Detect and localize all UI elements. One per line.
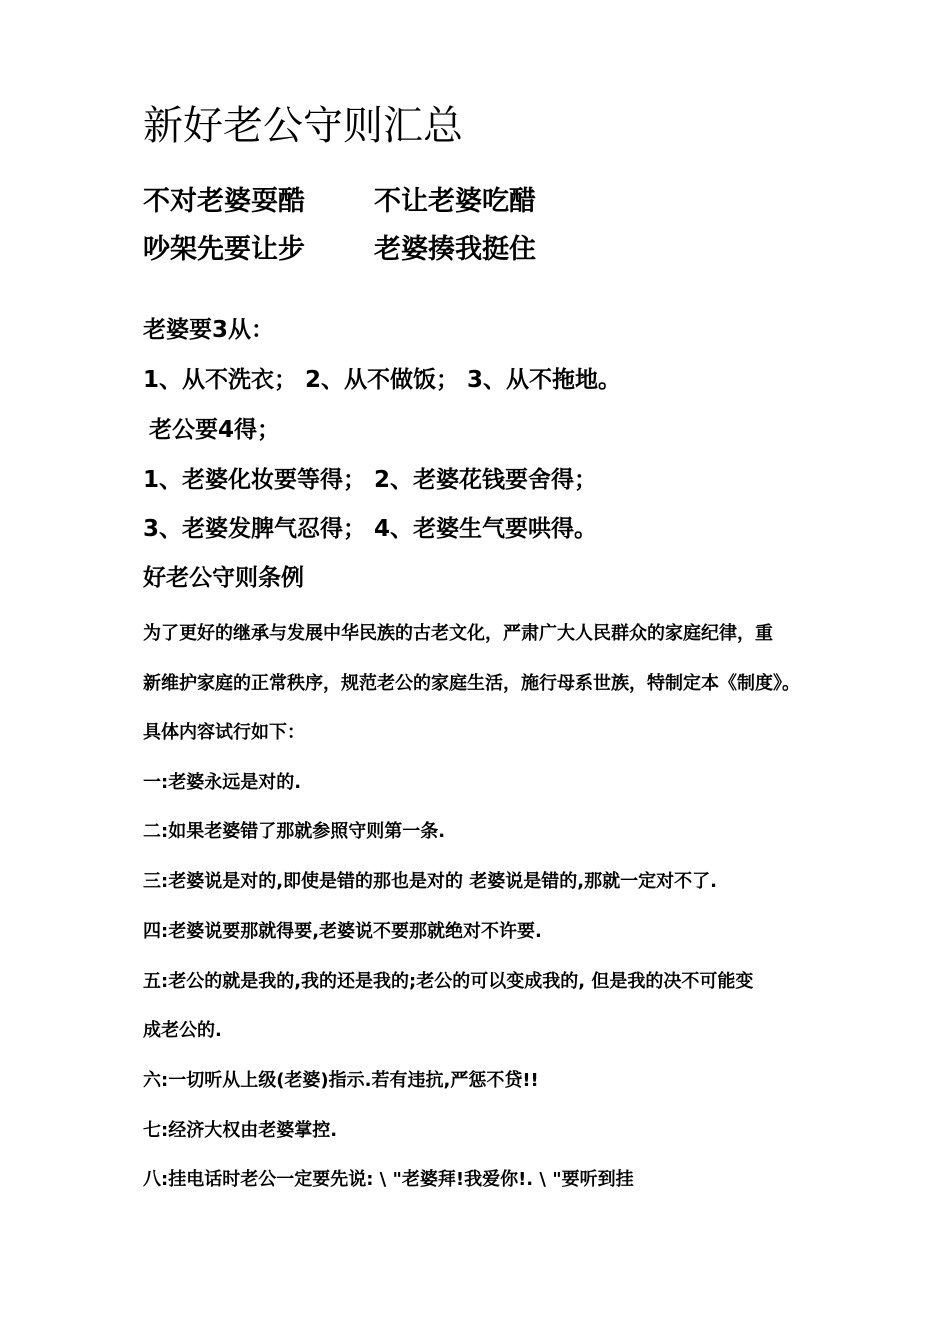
rule-item: 一:老婆永远是对的.	[143, 772, 302, 793]
motto-row2-left: 吵架先要让步	[143, 234, 305, 265]
wife-rules-heading: 老婆要3从：	[143, 317, 275, 343]
regulations-heading: 好老公守则条例	[143, 565, 304, 591]
rule-item: 七:经济大权由老婆掌控.	[143, 1120, 338, 1141]
rule-item: 四:老婆说要那就得要,老婆说不要那就绝对不许要.	[143, 921, 542, 942]
wife-rules-line: 1、从不洗衣； 2、从不做饭； 3、从不拖地。	[143, 367, 622, 393]
paragraph-line: 新维护家庭的正常秩序，规范老公的家庭生活，施行母系世族，特制定本《制度》。	[143, 673, 800, 694]
husband-rules-heading: 老公要4得；	[149, 417, 281, 443]
husband-rules-line-1: 1、老婆化妆要等得； 2、老婆花钱要舍得；	[143, 467, 598, 493]
page-title: 新好老公守则汇总	[143, 103, 463, 149]
motto-row1-left: 不对老婆耍酷	[143, 186, 305, 217]
rule-item: 五:老公的就是我的,我的还是我的;老公的可以变成我的, 但是我的决不可能变	[143, 971, 754, 992]
motto-row2-right: 老婆揍我挺住	[374, 234, 536, 265]
rule-item: 六:一切听从上级(老婆)指示.若有违抗,严惩不贷!!	[143, 1070, 539, 1091]
husband-rules-line-2: 3、老婆发脾气忍得； 4、老婆生气要哄得。	[143, 516, 598, 542]
rule-item: 二:如果老婆错了那就参照守则第一条.	[143, 821, 446, 842]
rule-item: 八:挂电话时老公一定要先说: \ "老婆拜!我爱你!. \ "要听到挂	[143, 1169, 634, 1190]
rule-item: 三:老婆说是对的,即使是错的那也是对的 老婆说是错的,那就一定对不了.	[143, 871, 717, 892]
paragraph-line: 为了更好的继承与发展中华民族的古老文化，严肃广大人民群众的家庭纪律，重	[143, 623, 773, 644]
paragraph-line: 具体内容试行如下：	[143, 722, 305, 743]
motto-row1-right: 不让老婆吃醋	[374, 186, 536, 217]
rule-item-continuation: 成老公的.	[143, 1020, 222, 1041]
